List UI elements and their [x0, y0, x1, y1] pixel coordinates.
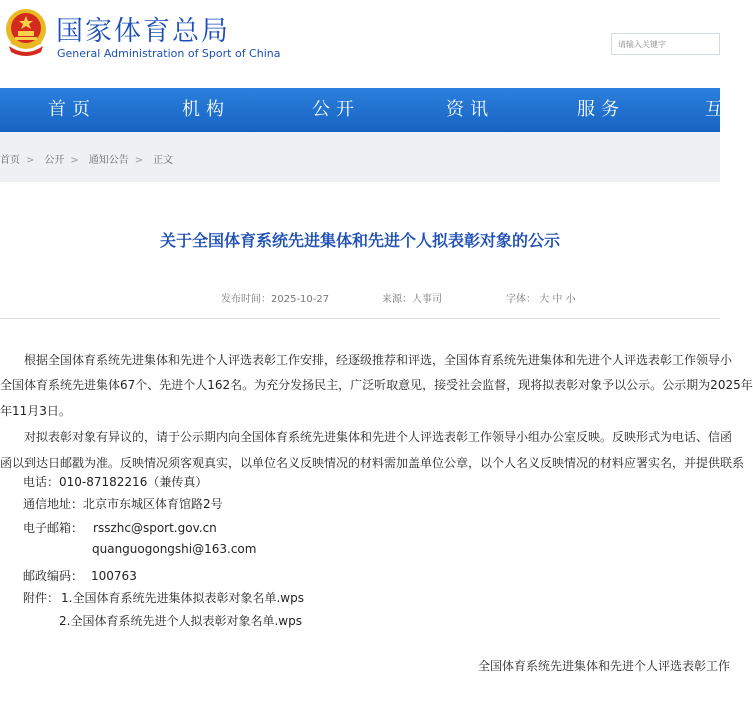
email-label: 电子邮箱： [23, 521, 84, 535]
source-value: 人事司 [412, 294, 442, 305]
meta-divider [0, 318, 720, 319]
paragraph-1-line-2: 全国体育系统先进集体67个、先进个人162名。为充分发扬民主，广泛听取意见，接受社会监督，现将拟表彰对象予以公示。公示期为2025年 [0, 378, 753, 392]
breadcrumb-separator: > [70, 155, 79, 166]
breadcrumb-home[interactable]: 首页 [0, 155, 20, 166]
address-label: 通信地址： [23, 497, 84, 511]
attachment-line [23, 589, 304, 606]
article-source [382, 290, 442, 305]
address-value: 北京市东城区体育馆路2号 [83, 497, 223, 511]
postcode-label: 邮政编码： [23, 569, 84, 583]
signature: 全国体育系统先进集体和先进个人评选表彰工作 [478, 659, 731, 673]
site-name-en: General Administration of Sport of China [57, 47, 281, 60]
breadcrumb [0, 151, 179, 166]
breadcrumb-separator: > [134, 155, 144, 166]
address-line [23, 495, 223, 512]
email-value-1[interactable]: rsszhc@sport.gov.cn [93, 521, 217, 535]
postcode-line [23, 567, 137, 584]
nav-item-home[interactable]: 首页 [48, 99, 96, 120]
nav-item-news[interactable]: 资讯 [446, 99, 494, 120]
font-large-button[interactable]: 大 [539, 294, 550, 305]
breadcrumb-disclosure[interactable]: 公开 [44, 155, 65, 166]
nav-item-disclosure[interactable]: 公开 [312, 99, 360, 120]
breadcrumb-separator: > [26, 155, 35, 166]
national-emblem-icon[interactable] [3, 6, 49, 56]
site-name-cn[interactable]: 国家体育总局 [56, 16, 230, 47]
main-nav [0, 88, 729, 132]
attachment-link-1[interactable]: 1.全国体育系统先进集体拟表彰对象名单.wps [61, 591, 304, 605]
paragraph-1-line-1: 根据全国体育系统先进集体和先进个人评选表彰工作安排，经逐级推荐和评选，全国体育系统先进集体和先进个人评选表彰工作领导小 [0, 353, 733, 367]
email-value-2[interactable]: quanguogongshi@163.com [92, 542, 257, 556]
paragraph-2-line-2: 函以到达日邮戳为准。反映情况须客观真实，以单位名义反映情况的材料需加盖单位公章，以个人名义反映情况的材料应署实名，并提供联系 [0, 456, 745, 470]
email-line [23, 519, 217, 536]
font-size-control [506, 290, 576, 305]
search-input[interactable]: 请输入关键字 [611, 33, 720, 55]
source-label: 来源： [382, 294, 412, 305]
phone-label: 电话： [23, 475, 60, 489]
publish-date-value: 2025-10-27 [271, 294, 330, 305]
attachment-label: 附件： [23, 591, 60, 605]
breadcrumb-current: 正文 [153, 155, 174, 166]
nav-item-services[interactable]: 服务 [577, 99, 625, 120]
postcode-value: 100763 [91, 569, 137, 583]
breadcrumb-notices[interactable]: 通知公告 [88, 155, 129, 166]
phone-value: 010-87182216（兼传真） [59, 475, 208, 489]
publish-label: 发布时间： [221, 294, 271, 305]
publish-date [221, 290, 329, 305]
phone-line [23, 473, 207, 490]
nav-item-interaction[interactable]: 互 [705, 99, 729, 120]
nav-item-organization[interactable]: 机构 [182, 99, 230, 120]
attachment-link-2[interactable]: 2.全国体育系统先进个人拟表彰对象名单.wps [59, 614, 302, 628]
article-title: 关于全国体育系统先进集体和先进个人拟表彰对象的公示 [159, 231, 560, 250]
font-size-label: 字体： [506, 294, 536, 305]
paragraph-2-line-1: 对拟表彰对象有异议的，请于公示期内向全国体育系统先进集体和先进个人评选表彰工作领导小组办公室反映。反映形式为电话、信函 [0, 430, 733, 444]
font-small-button[interactable]: 小 [565, 294, 576, 305]
paragraph-1-line-3: 年11月3日。 [0, 404, 71, 418]
site-header [0, 0, 720, 88]
font-medium-button[interactable]: 中 [552, 294, 563, 305]
